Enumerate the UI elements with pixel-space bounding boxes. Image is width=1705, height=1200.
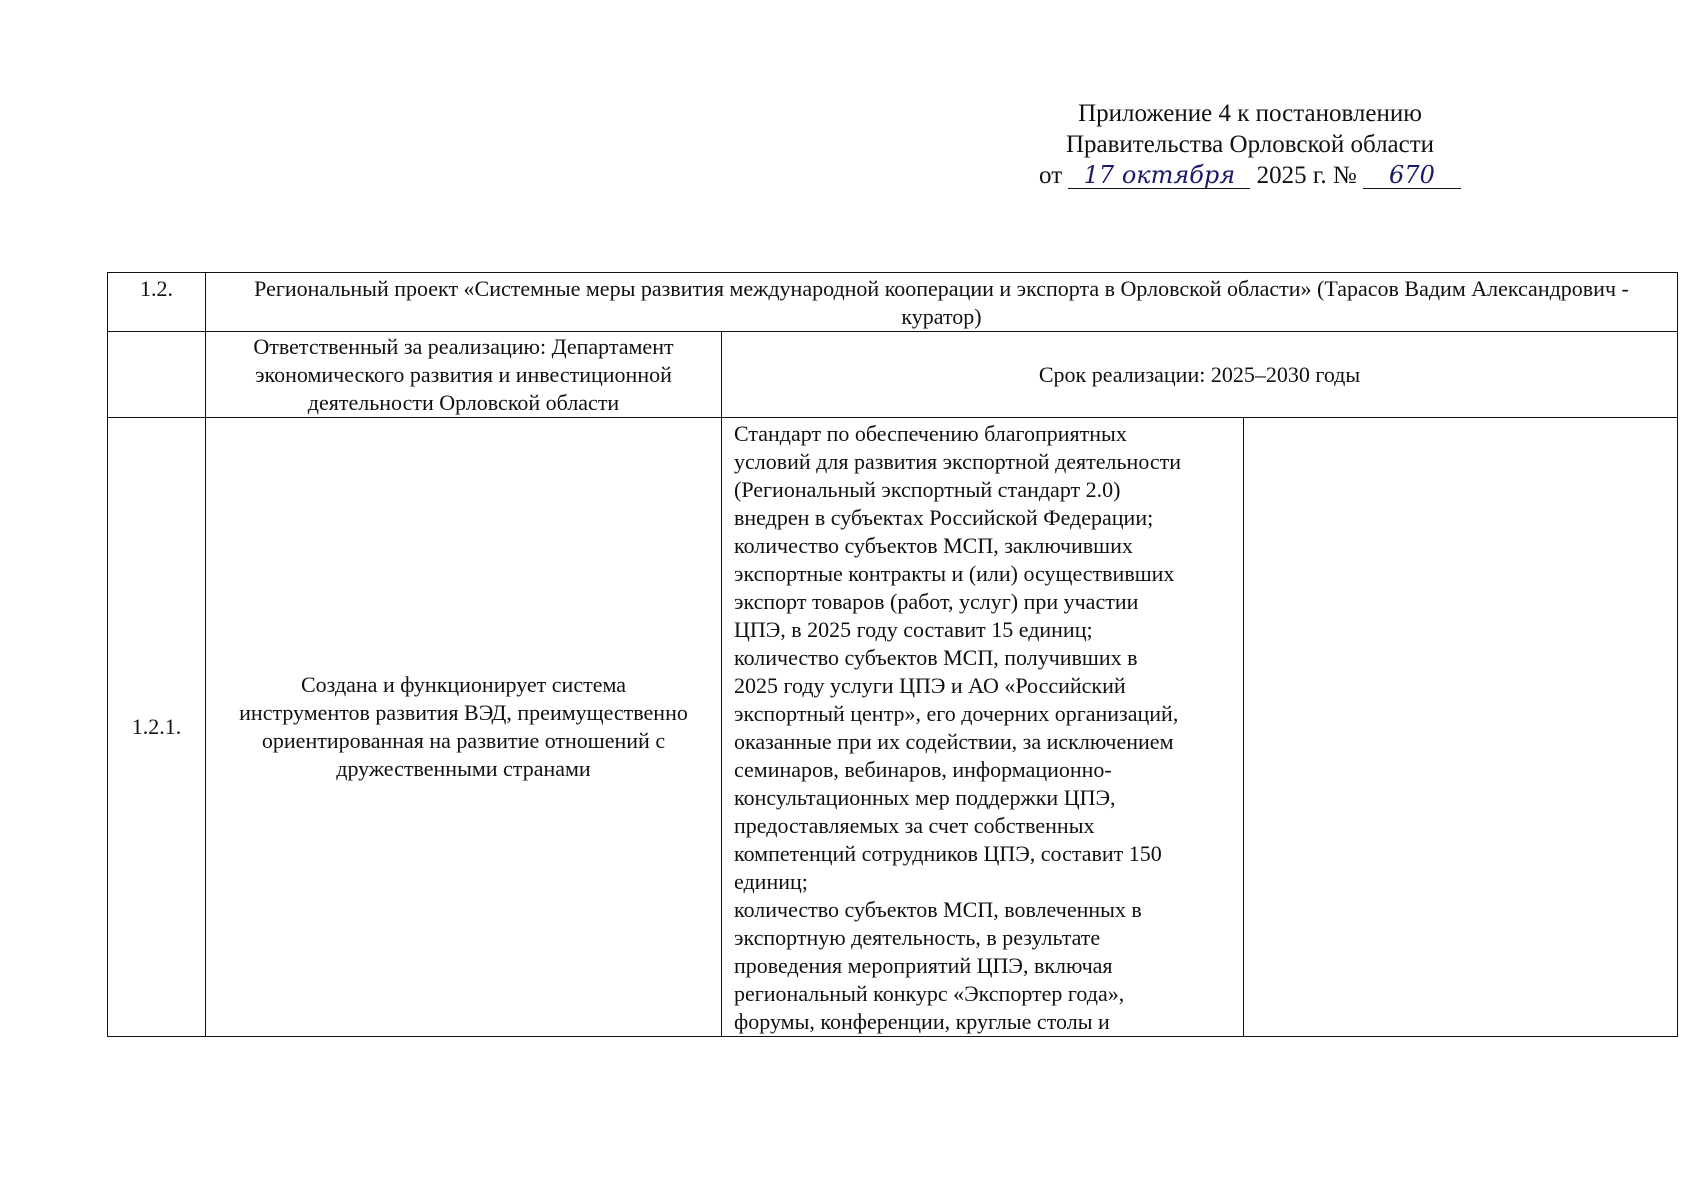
date-prefix: от — [1039, 162, 1063, 189]
task-number: 1.2.1. — [108, 418, 206, 1037]
task-result: Создана и функционирует система инструментов развития ВЭД, преимущественно ориентированная на развитие отношений с дружественными странами — [206, 418, 722, 1037]
responsible-cell: Ответственный за реализацию: Департамент экономического развития и инвестиционной деятельности Орловской области — [206, 332, 722, 418]
responsible-row — [108, 332, 1678, 418]
handwritten-number: 670 — [1363, 162, 1461, 189]
project-title: Региональный проект «Системные меры развития международной кооперации и экспорта в Орловской области» (Тарасов Вадим Александрович - куратор) — [206, 273, 1678, 332]
empty-number-cell — [108, 332, 206, 418]
year-and-number-label: 2025 г. № — [1256, 162, 1357, 189]
appendix-authority: Правительства Орловской области — [1065, 131, 1435, 158]
empty-extra-cell — [1244, 418, 1678, 1037]
appendix-title: Приложение 4 к постановлению — [1078, 100, 1422, 127]
handwritten-date: 17 октября — [1068, 162, 1250, 189]
resolution-date-line — [1010, 160, 1490, 191]
project-number: 1.2. — [108, 273, 206, 332]
task-indicators: Стандарт по обеспечению благоприятных условий для развития экспортной деятельности (Региональный экспортный стандарт 2.0) внедрен в субъектах Российской Федерации; количество субъектов МСП, заключивших экспортные контракты и (или) осуществивших экспорт товаров (работ, услуг) при участии ЦПЭ, в 2025 году составит 15 единиц; количество субъектов МСП, получивших в 2025 году услуги ЦПЭ и АО «Российский экспортный центр», его дочерних организаций, оказанные при их содействии, за исключением семинаров, вебинаров, информационно- консультационных мер поддержки ЦПЭ, предоставляемых за счет собственных компетенций сотрудников ЦПЭ, составит 150 единиц; количество субъектов МСП, вовлеченных в экспортную деятельность, в результате проведения мероприятий ЦПЭ, включая региональный конкурс «Экспортер года», форумы, конференции, круглые столы и — [722, 418, 1244, 1037]
project-row — [108, 273, 1678, 332]
task-row — [108, 418, 1678, 1037]
term-cell: Срок реализации: 2025–2030 годы — [722, 332, 1678, 418]
project-table — [107, 272, 1678, 1037]
appendix-header — [1010, 98, 1490, 191]
